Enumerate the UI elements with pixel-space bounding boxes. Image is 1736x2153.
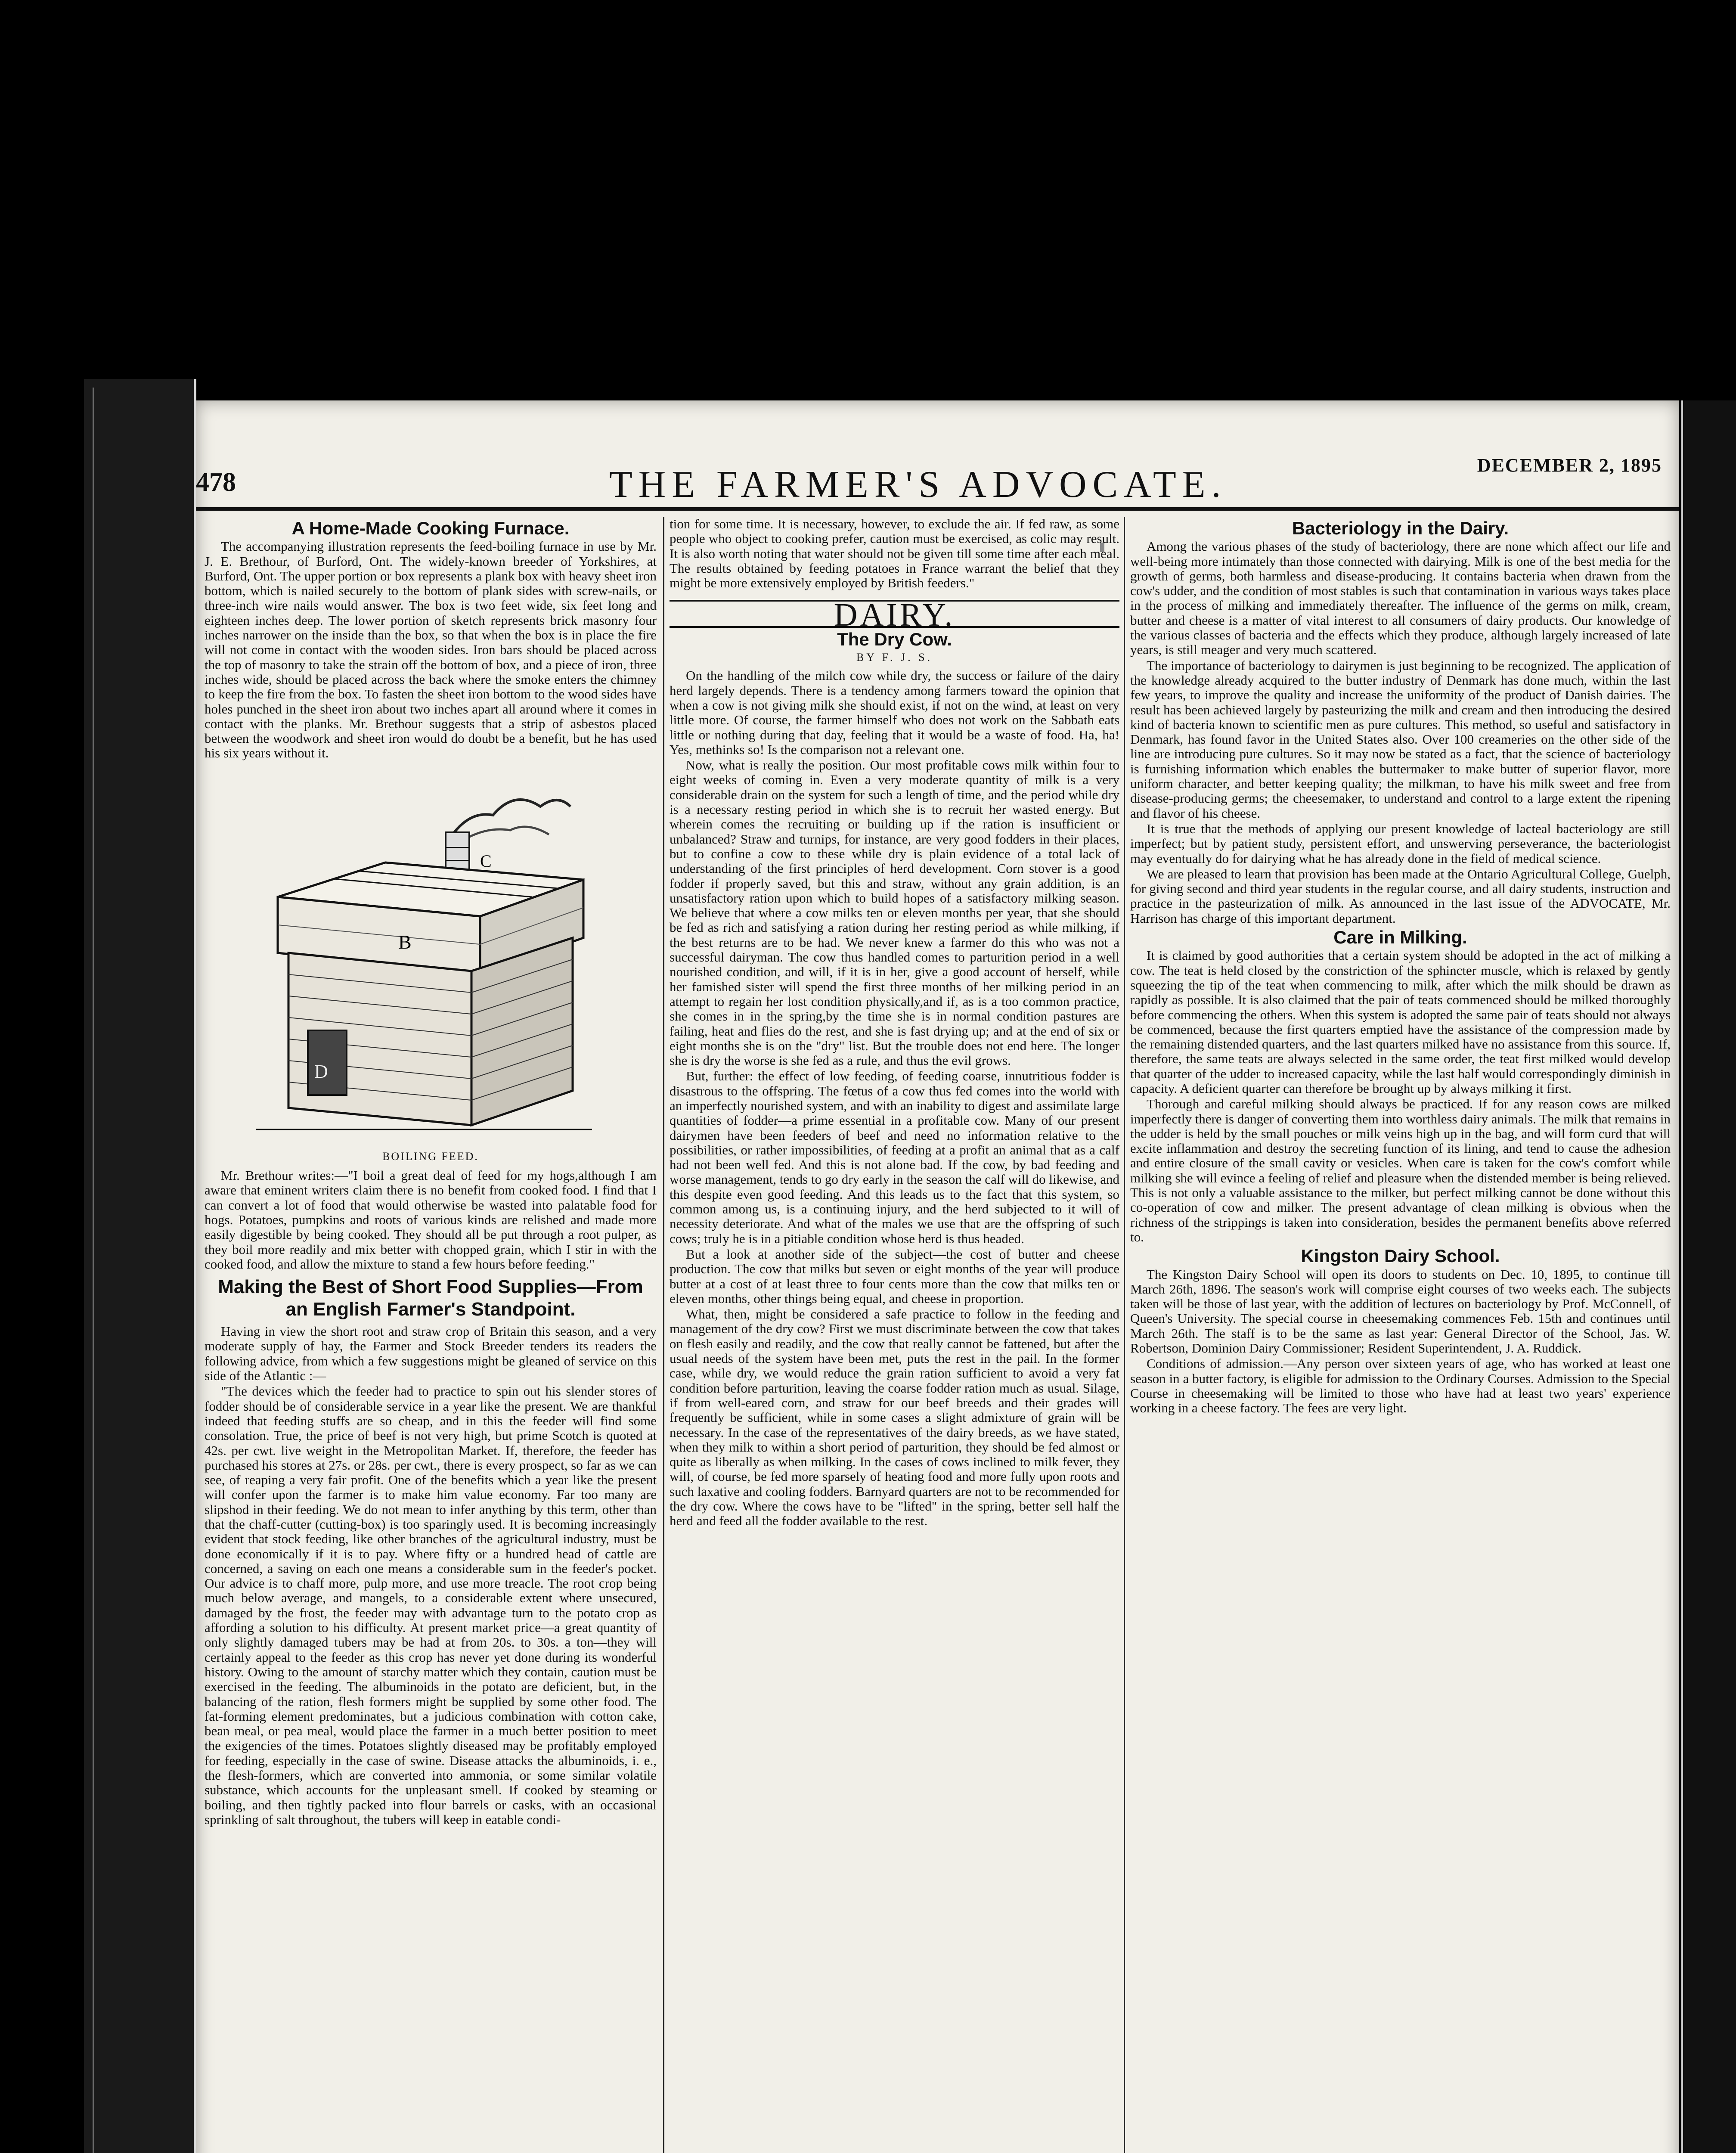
- facing-page-edge: [1681, 400, 1736, 2153]
- article-paragraph: On the handling of the milch cow while dry, the success or failure of the dairy herd largely depends. There is a tendency among farmers toward the opinion that when a cow is not giving milk she should exist, if not on the wind, at least on very little more. Of course, the farmer himself who does not work on the Sabbath eats little or nothing during that day, feeling that it would be a waste of food. Ha, ha! Yes, methinks so! Is the comparison not a relevant one.: [670, 668, 1119, 757]
- furnace-drawing: [205, 768, 657, 1147]
- binding-edge: [93, 388, 193, 2153]
- byline: BY F. J. S.: [856, 651, 933, 664]
- column-3: [1130, 517, 1671, 1417]
- article-title: Kingston Dairy School.: [1301, 1246, 1500, 1266]
- figure-label-b: B: [398, 931, 412, 953]
- article-paragraph: It is claimed by good authorities that a certain system should be adopted in the act of milking a cow. The teat is held closed by the constriction of the sphincter muscle, which is relaxed by gently squeezing the tip of the teat when commencing to milk, after which the milk should be drawn as rapidly as possible. It is also claimed that the pair of teats commenced should be milked thoroughly before commencing the others. When this system is adopted the same pair of teats should not always be commenced, because the first quarters emptied have the assistance of the compression made by the remaining distended quarters, and the last quarters milked have no assistance from this source. If, therefore, the same teats are always selected in the same order, the teat first milked would develop that quarter of the udder to increased capacity, while the last half would correspondingly diminish in capacity. A deficient quarter can therefore be brought up by always milking it first.: [1130, 948, 1671, 1096]
- article-paragraph: Among the various phases of the study of bacteriology, there are none which affect our life and well-being more intimately than those connected with dairying. Milk is one of the best media for the growth of germs, both harmless and disease-producing. It contains bacteria when drawn from the cow's udder, and the condition of most stables is such that contamination in various ways takes place in the process of milking and immediately thereafter. The influence of the germs on milk, cream, butter and cheese is a matter of vital interest to all consumers of dairy products. Our knowledge of the various classes of bacteria and the effects which they produce, although largely increased of late years, is still meager and very much scattered.: [1130, 539, 1671, 658]
- page-number: 478: [196, 468, 236, 497]
- article-title: Bacteriology in the Dairy.: [1292, 518, 1509, 538]
- issue-date: DECEMBER 2, 1895: [1477, 455, 1662, 476]
- article-title: The Dry Cow.: [837, 629, 952, 649]
- article-paragraph: tion for some time. It is necessary, however, to exclude the air. If fed raw, as some people who object to cooking prefer, caution must be exercised, as colic may result. It is also worth noting that water should not be given till some time after each meal. The results obtained by feeding potatoes in France warrant the belief that they might be more extensively employed by British feeders.": [670, 516, 1119, 591]
- article-paragraph: The Kingston Dairy School will open its doors to students on Dec. 10, 1895, to continue till March 26th, 1896. The season's work will comprise eight courses of two weeks each. The subjects taken will be those of last year, with the addition of lectures on bacteriology by Prof. McConnell, of Queen's University. The special course in cheesemaking commences Feb. 15th and continues until March 26th. The staff is to be the same as last year: General Director of the School, Jas. W. Robertson, Dominion Dairy Commissioner; Resident Superintendent, J. A. Ruddick.: [1130, 1266, 1671, 1356]
- header-rule: [196, 507, 1679, 511]
- column-2: [670, 517, 1119, 1529]
- article-title: Making the Best of Short Food Supplies—From an English Farmer's Standpoint.: [218, 1276, 643, 1320]
- figure-caption: BOILING FEED.: [382, 1150, 479, 1163]
- article-paragraph: Mr. Brethour writes:—"I boil a great deal of feed for my hogs,although I am aware that eminent writers claim there is no benefit from cooked food. I find that I can convert a lot of food that would otherwise be wasted into palatable food for hogs. Potatoes, pumpkins and roots of various kinds are relished and made more easily digestible by being cooked. They should all be put through a root pulper, as they boil more readily and mix better with chopped grain, which I stir in with the cooked food, and allow the mixture to stand a few hours before feeding.": [205, 1168, 657, 1272]
- article-paragraph: "The devices which the feeder had to practice to spin out his slender stores of fodder should be of considerable service in a year like the present. We are thankful indeed that feeding stuffs are so cheap, and in this the feeder will find some consolation. True, the price of beef is not very high, but prime Scotch is quoted at 42s. per cwt. live weight in the Metropolitan Market. If, therefore, the feeder has purchased his stores at 27s. or 28s. per cwt., there is every prospect, so far as we can see, of reaping a very fair profit. One of the benefits which a year like the present will confer upon the farmer is to make him value economy. Far too many are slipshod in their feeding. We do not mean to infer anything by this term, other than that the chaff-cutter (cutting-box) is too sparingly used. It is becoming increasingly evident that stock feeding, like other branches of the agricultural industry, must be done economically if it is to pay. Where fifty or a hundred head of cattle are concerned, a saving on each one means a considerable sum in the feeder's pocket. Our advice is to chaff more, pulp more, and use more treacle. The root crop being much below average, and mangels, to a considerable extent where unsecured, damaged by the frost, the feeder may with advantage turn to the potato crop as affording a solution to his difficulty. At present market price—a great quantity of only slightly damaged tubers may be had at from 20s. to 30s. a ton—they will certainly appeal to the feeder as this crop has never yet done during its wonderful history. Owing to the amount of starchy matter which they contain, caution must be exercised in the feeding. The albuminoids in the potato are deficient, but, in the balancing of the ration, flesh formers might be supplied by some other food. The fat-forming element predominates, but a judicious combination with cotton cake, bean meal, or pea meal, would place the farmer in a much better position to meet the exigencies of the times. Potatoes slightly diseased may be profitably employed for feeding, especially in the case of swine. Disease attacks the albuminoids, i. e., the flesh-formers, which are converted into ammonia, or some similar volatile substance, which accounts for the unpleasant smell. If cooked by steaming or boiling, and then tightly packed into flour barrels or casks, with an occasional sprinkling of salt throughout, the tubers will keep in eatable condi-: [205, 1384, 657, 1827]
- article-paragraph: We are pleased to learn that provision has been made at the Ontario Agricultural College, Guelph, for giving second and third year students in the regular course, and all dairy students, instruction and practice in the pasteurization of milk. As announced in the last issue of the ADVOCATE, Mr. Harrison has charge of this important department.: [1130, 866, 1671, 926]
- column-rule: [1124, 517, 1125, 2153]
- newspaper-page: [196, 400, 1679, 2153]
- figure-label-c: C: [480, 851, 492, 871]
- article-paragraph: It is true that the methods of applying our present knowledge of lacteal bacteriology are still imperfect; but by patient study, persistent effort, and unswerving perseverance, the bacteriologist may eventually do for dairying what he has already done in the field of medical science.: [1130, 821, 1671, 866]
- article-paragraph: The accompanying illustration represents the feed-boiling furnace in use by Mr. J. E. Brethour, of Burford, Ont. The widely-known breeder of Yorkshires, at Burford, Ont. The upper portion or box represents a plank box with heavy sheet iron bottom, which is nailed securely to the bottom of plank sides with screw-nails, or three-inch wire nails would answer. The box is two feet wide, six feet long and eighteen inches deep. The lower portion of sketch represents brick masonry four inches narrower on the inside than the box, so that when the box is in place the fire will not come in contact with the wooden sides. Iron bars should be placed across the top of masonry to take the strain off the bottom of box, and a piece of iron, three inches wide, should be placed across the back where the smoke enters the chimney to keep the fire from the box. To fasten the sheet iron bottom to the wood sides have holes punched in the sheet iron about two inches apart all around where it comes in contact with the planks. Mr. Brethour suggests that a strip of asbestos placed between the woodwork and sheet iron would do doubt be a benefit, but he has used his six years without it.: [205, 539, 657, 761]
- furnace-illustration: [205, 768, 657, 1147]
- article-paragraph: Thorough and careful milking should always be practiced. If for any reason cows are milked imperfectly there is danger of converting them into worthless dairy animals. The milk that remains in the udder is held by the small pouches or milk veins high up in the bag, and will form curd that will excite inflammation and destroy the secreting function of its lining, and tend to cause the adhesion and entire closure of the small cavity or vesicles. When care is taken for the cow's comfort while milking she will evince a feeling of relief and pleasure when the distended member is being relieved. This is not only a valuable assistance to the milker, but perfect milking cannot be done without this co-operation of cow and milker. The present advantage of clean milking is obvious when the richness of the strippings is taken into consideration, besides the permanent benefits above referred to.: [1130, 1096, 1671, 1244]
- article-paragraph: The importance of bacteriology to dairymen is just beginning to be recognized. The application of the knowledge already acquired to the butter industry of Denmark has done much, within the last few years, to improve the quality and increase the uniformity of the product of Danish dairies. The result has been achieved largely by pasteurizing the milk and cream and then introducing the desired kind of bacteria known to scientific men as pure cultures. This method, so useful and satisfactory in Denmark, has found favor in the United States also. Over 100 creameries on the other side of the line are introducing pure cultures. So it may now be stated as a fact, that the science of bacteriology is furnishing information which enables the buttermaker to make butter of superior flavor, more uniform character, and better keeping quality; the milkman, to have his milk sweet and free from disease-producing germs; the cheesemaker, to understand and control to a large extent the ripening and flavor of his cheese.: [1130, 658, 1671, 821]
- column-rule: [663, 517, 664, 2153]
- article-title: Care in Milking.: [1333, 927, 1467, 948]
- article-paragraph: What, then, might be considered a safe practice to follow in the feeding and management of the dry cow? First we must discriminate between the cow that takes on flesh easily and readily, and the cow that really cannot be fattened, but after the usual needs of the system have been met, puts the rest in the pail. In the former case, while dry, we would reduce the grain ration sufficient to avoid a very fat condition before parturition, leaving the coarse fodder ration much as usual. Silage, if from well-eared corn, and straw for our beef breeds and their grades will frequently be sufficient, while in some cases a slight admixture of grain will be necessary. In the case of the representatives of the dairy breeds, as we have stated, when they milk to within a short period of parturition, they should be fed almost or quite as liberally as when milking. In the cases of cows inclined to milk fever, they will, of course, be fed more sparsely of heating food and more fully upon roots and such laxative and cooling fodders. Barnyard quarters are not to be recommended for the dry cow. Where the cows have to be "lifted" in the spring, better sell half the herd and feed all the fodder available to the rest.: [670, 1306, 1119, 1529]
- article-title: A Home-Made Cooking Furnace.: [291, 518, 570, 538]
- article-paragraph: But a look at another side of the subject—the cost of butter and cheese production. The cow that milks but seven or eight months of the year will produce butter at a cost of at least three to four cents more than the cow that milks ten or eleven months, other things being equal, and cheese in proportion.: [670, 1246, 1119, 1306]
- figure-label-d: D: [314, 1061, 328, 1082]
- article-paragraph: Conditions of admission.—Any person over sixteen years of age, who has worked at least one season in a butter factory, is eligible for admission to the Ordinary Courses. Admission to the Special Course in cheesemaking will be limited to those who have had at least two years' experience working in a cheese factory. The fees are very light.: [1130, 1356, 1671, 1416]
- article-paragraph: Now, what is really the position. Our most profitable cows milk within four to eight weeks of coming in. Even a very moderate quantity of milk is a very considerable drain on the system for such a length of time, and the period while dry is a necessary resting period in which she is to recruit her wasted energy. But wherein comes the recruiting or building up if the ration is insufficient or unbalanced? Straw and turnips, for instance, are very good fodders in their places, but to confine a cow to these while dry is plain evidence of a total lack of understanding of the first principles of herd development. Corn stover is a good fodder if properly saved, but this and straw, without any grain addition, is an unsatisfactory ration upon which to build hopes of a satisfactory milking season. We believe that where a cow milks ten or eleven months per year, that she should be fed as rich and satisfying a ration during her resting period as while milking, if the best returns are to be had. We never knew a farmer do this who was not a successful dairyman. The cow thus handled comes to parturition period in a well nourished condition, and will, if it is in her, give a good account of herself, while her famished sister will spend the first three months of her milking period in an attempt to regain her lost condition physically,and if, as is a too common practice, she comes in in the spring,by the time she is in normal condition pastures are failing, heat and flies do the rest, and she is fast drying up; and at the end of six or eight months she is on the "dry" list. But the trouble does not end here. The longer she is dry the worse is she fed as a rule, and thus the evil grows.: [670, 757, 1119, 1068]
- article-paragraph: Having in view the short root and straw crop of Britain this season, and a very moderate supply of hay, the Farmer and Stock Breeder tenders its readers the following advice, from which a few suggestions might be gleaned of service on this side of the Atlantic :—: [205, 1324, 657, 1384]
- article-paragraph: But, further: the effect of low feeding, of feeding coarse, innutritious fodder is disastrous to the offspring. The fœtus of a cow thus fed comes into the world with an imperfectly nourished system, and with an inability to digest and assimilate large quantities of fodder—a prime essential in a profitable cow. Many of our present dairymen have been feeders of beef and need no information relative to the possibilities, or rather impossibilities, of feeding at a profit an animal that as a calf had not been well fed. And this is not alone bad. If the cow, by bad feeding and worse management, tends to go dry early in the season the calf will do likewise, and this despite even good feeding. And this leads us to the fact that this system, so common among us, is a continuing injury, and the herd subjected to it will of necessity deteriorate. And what of the males we use that are the offspring of such cows; truly he is in a pitiable condition whose herd is thus headed.: [670, 1068, 1119, 1246]
- page-header: [196, 400, 1679, 508]
- masthead: THE FARMER'S ADVOCATE.: [609, 464, 1227, 506]
- column-1: [205, 517, 657, 1828]
- section-heading: DAIRY.: [670, 600, 1119, 627]
